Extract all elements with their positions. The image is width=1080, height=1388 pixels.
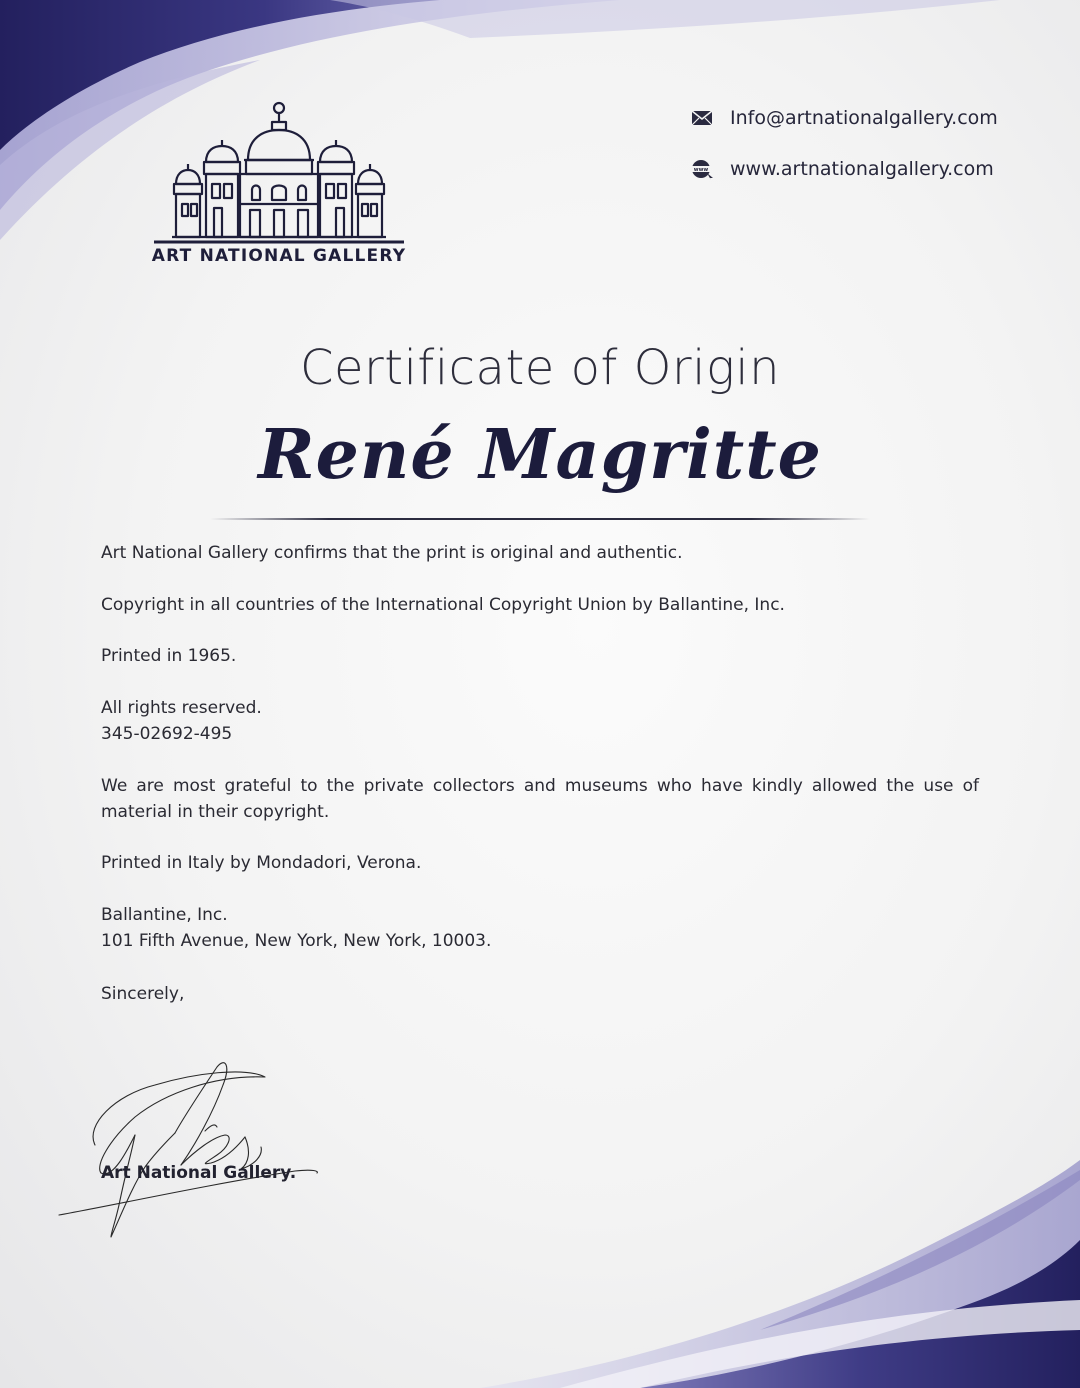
svg-text:www: www [693, 167, 709, 174]
address-line: 101 Fifth Avenue, New York, New York, 10003. [101, 931, 492, 951]
artist-name: René Magritte [258, 415, 822, 495]
paragraph-text: Art National Gallery confirms that the print is original and authentic. [101, 543, 683, 563]
closing-text: Sincerely, [101, 984, 185, 1004]
paragraph-gratitude [101, 773, 979, 825]
paragraph-text: All rights reserved. [101, 698, 262, 718]
paragraph-text: Ballantine, Inc. [101, 905, 228, 925]
email-link[interactable]: Info@artnationalgallery.com [730, 107, 998, 129]
globe-www-icon [690, 158, 714, 180]
paragraph-text: Printed in Italy by Mondadori, Verona. [101, 853, 422, 873]
handwritten-signature [55, 1055, 335, 1245]
gallery-logo [148, 100, 410, 270]
paragraph-text: We are most grateful to the private collectors and museums who have kindly allowed the use of material in their copyright. [101, 776, 979, 822]
envelope-icon [690, 107, 714, 129]
paragraph-confirmation [101, 540, 981, 566]
paragraph-rights [101, 695, 981, 747]
website-link[interactable]: www.artnationalgallery.com [730, 158, 994, 180]
contact-website [690, 154, 994, 184]
paragraph-text: Copyright in all countries of the International Copyright Union by Ballantine, Inc. [101, 595, 785, 615]
catalog-number: 345-02692-495 [101, 724, 233, 744]
closing [101, 981, 981, 1007]
paragraph-text: Printed in 1965. [101, 646, 237, 666]
signature-name: Art National Gallery. [101, 1163, 297, 1183]
contact-email [690, 103, 998, 133]
certificate-title: Certificate of Origin [299, 340, 781, 396]
paragraph-printed-year [101, 643, 981, 669]
paragraph-copyright [101, 592, 981, 618]
title-divider [210, 518, 870, 520]
museum-building-icon [148, 100, 410, 245]
paragraph-printer [101, 850, 981, 876]
logo-name: ART NATIONAL GALLERY [151, 246, 407, 266]
paragraph-address [101, 902, 981, 954]
